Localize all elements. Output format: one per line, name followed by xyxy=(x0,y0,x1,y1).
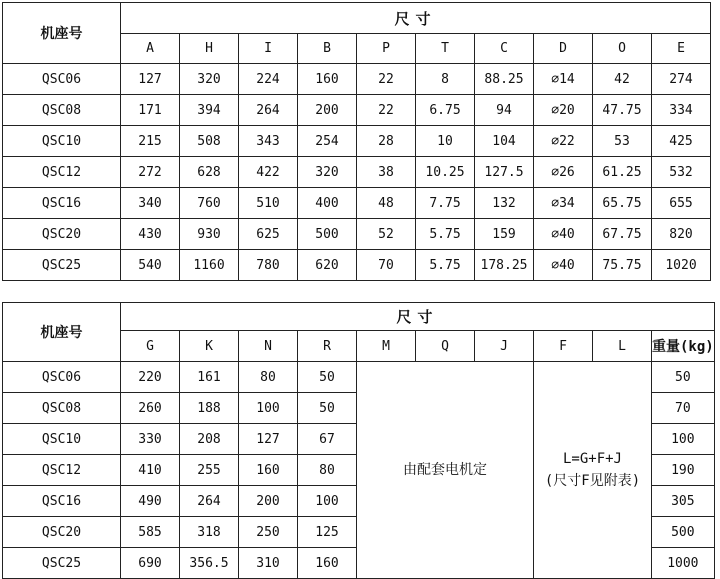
value-cell: 264 xyxy=(180,486,239,517)
value-cell: 620 xyxy=(298,250,357,281)
value-cell: 628 xyxy=(180,157,239,188)
value-cell: 272 xyxy=(121,157,180,188)
value-cell: 200 xyxy=(298,95,357,126)
value-cell: 422 xyxy=(239,157,298,188)
value-cell: 320 xyxy=(180,64,239,95)
value-cell: ⌀26 xyxy=(534,157,593,188)
value-cell: 330 xyxy=(121,424,180,455)
model-cell: QSC12 xyxy=(3,157,121,188)
column-header-2: I xyxy=(239,34,298,64)
value-cell: 160 xyxy=(298,64,357,95)
value-cell: 430 xyxy=(121,219,180,250)
value-cell: 80 xyxy=(298,455,357,486)
model-cell: QSC25 xyxy=(3,250,121,281)
column-header-7: D xyxy=(534,34,593,64)
value-cell: 178.25 xyxy=(475,250,534,281)
column-header-7: F xyxy=(534,331,593,362)
dimension-header: 尺寸 xyxy=(121,303,715,331)
value-cell: 320 xyxy=(298,157,357,188)
model-cell: QSC06 xyxy=(3,362,121,393)
value-cell: 28 xyxy=(357,126,416,157)
value-cell: ⌀20 xyxy=(534,95,593,126)
value-cell: 254 xyxy=(298,126,357,157)
value-cell: 510 xyxy=(239,188,298,219)
value-cell: 104 xyxy=(475,126,534,157)
value-cell: 250 xyxy=(239,517,298,548)
value-cell: 132 xyxy=(475,188,534,219)
weight-cell: 70 xyxy=(652,393,715,424)
value-cell: 48 xyxy=(357,188,416,219)
value-cell: 127.5 xyxy=(475,157,534,188)
mqj-merged-note: 由配套电机定 xyxy=(357,362,534,579)
value-cell: 532 xyxy=(652,157,711,188)
value-cell: 208 xyxy=(180,424,239,455)
value-cell: 188 xyxy=(180,393,239,424)
table-row xyxy=(3,188,711,219)
value-cell: 50 xyxy=(298,362,357,393)
model-cell: QSC10 xyxy=(3,424,121,455)
value-cell: 42 xyxy=(593,64,652,95)
value-cell: 50 xyxy=(298,393,357,424)
table-row xyxy=(3,362,715,393)
value-cell: 70 xyxy=(357,250,416,281)
value-cell: 160 xyxy=(239,455,298,486)
value-cell: 490 xyxy=(121,486,180,517)
column-header-2: N xyxy=(239,331,298,362)
value-cell: 67.75 xyxy=(593,219,652,250)
value-cell: 5.75 xyxy=(416,250,475,281)
value-cell: 334 xyxy=(652,95,711,126)
value-cell: 1160 xyxy=(180,250,239,281)
value-cell: 625 xyxy=(239,219,298,250)
value-cell: 410 xyxy=(121,455,180,486)
value-cell: 540 xyxy=(121,250,180,281)
value-cell: ⌀40 xyxy=(534,219,593,250)
table-row xyxy=(3,95,711,126)
value-cell: 88.25 xyxy=(475,64,534,95)
model-header: 机座号 xyxy=(3,303,121,362)
weight-cell: 1000 xyxy=(652,548,715,579)
weight-cell: 50 xyxy=(652,362,715,393)
column-header-8: L xyxy=(593,331,652,362)
column-header-3: R xyxy=(298,331,357,362)
column-header-5: Q xyxy=(416,331,475,362)
value-cell: 200 xyxy=(239,486,298,517)
value-cell: 255 xyxy=(180,455,239,486)
column-header-9: 重量(kg) xyxy=(652,331,715,362)
value-cell: 508 xyxy=(180,126,239,157)
column-header-1: K xyxy=(180,331,239,362)
value-cell: 310 xyxy=(239,548,298,579)
value-cell: 343 xyxy=(239,126,298,157)
model-cell: QSC12 xyxy=(3,455,121,486)
model-cell: QSC16 xyxy=(3,486,121,517)
value-cell: 780 xyxy=(239,250,298,281)
value-cell: 655 xyxy=(652,188,711,219)
fl-formula: L=G+F+J xyxy=(562,451,622,467)
value-cell: 760 xyxy=(180,188,239,219)
value-cell: 425 xyxy=(652,126,711,157)
dimension-header: 尺寸 xyxy=(121,3,711,34)
model-cell: QSC20 xyxy=(3,517,121,548)
value-cell: 80 xyxy=(239,362,298,393)
value-cell: 394 xyxy=(180,95,239,126)
column-header-4: P xyxy=(357,34,416,64)
model-cell: QSC25 xyxy=(3,548,121,579)
value-cell: 264 xyxy=(239,95,298,126)
value-cell: 215 xyxy=(121,126,180,157)
value-cell: 260 xyxy=(121,393,180,424)
value-cell: 171 xyxy=(121,95,180,126)
value-cell: 8 xyxy=(416,64,475,95)
value-cell: 94 xyxy=(475,95,534,126)
value-cell: 400 xyxy=(298,188,357,219)
value-cell: 1020 xyxy=(652,250,711,281)
model-header: 机座号 xyxy=(3,3,121,64)
column-header-9: E xyxy=(652,34,711,64)
value-cell: 318 xyxy=(180,517,239,548)
fl-note: (尺寸F见附表) xyxy=(544,473,641,489)
column-header-5: T xyxy=(416,34,475,64)
value-cell: 53 xyxy=(593,126,652,157)
column-header-4: M xyxy=(357,331,416,362)
value-cell: 61.25 xyxy=(593,157,652,188)
column-header-0: A xyxy=(121,34,180,64)
model-cell: QSC10 xyxy=(3,126,121,157)
value-cell: 159 xyxy=(475,219,534,250)
column-header-6: J xyxy=(475,331,534,362)
weight-cell: 500 xyxy=(652,517,715,548)
value-cell: ⌀34 xyxy=(534,188,593,219)
value-cell: 100 xyxy=(239,393,298,424)
table-row xyxy=(3,219,711,250)
value-cell: 930 xyxy=(180,219,239,250)
value-cell: 820 xyxy=(652,219,711,250)
value-cell: 7.75 xyxy=(416,188,475,219)
weight-cell: 100 xyxy=(652,424,715,455)
value-cell: 690 xyxy=(121,548,180,579)
value-cell: 500 xyxy=(298,219,357,250)
value-cell: 75.75 xyxy=(593,250,652,281)
table-row xyxy=(3,250,711,281)
value-cell: 65.75 xyxy=(593,188,652,219)
table-row xyxy=(3,157,711,188)
value-cell: 127 xyxy=(121,64,180,95)
model-cell: QSC08 xyxy=(3,95,121,126)
table-row xyxy=(3,64,711,95)
value-cell: 127 xyxy=(239,424,298,455)
value-cell: 5.75 xyxy=(416,219,475,250)
fl-merged-note xyxy=(534,362,652,579)
value-cell: 22 xyxy=(357,64,416,95)
column-header-6: C xyxy=(475,34,534,64)
weight-cell: 305 xyxy=(652,486,715,517)
column-header-1: H xyxy=(180,34,239,64)
value-cell: 52 xyxy=(357,219,416,250)
dimension-table-1 xyxy=(2,2,711,281)
weight-cell: 190 xyxy=(652,455,715,486)
dimension-table-2 xyxy=(2,302,715,579)
value-cell: 274 xyxy=(652,64,711,95)
value-cell: 220 xyxy=(121,362,180,393)
value-cell: 22 xyxy=(357,95,416,126)
model-cell: QSC20 xyxy=(3,219,121,250)
model-cell: QSC08 xyxy=(3,393,121,424)
value-cell: 47.75 xyxy=(593,95,652,126)
value-cell: 356.5 xyxy=(180,548,239,579)
column-header-0: G xyxy=(121,331,180,362)
value-cell: 340 xyxy=(121,188,180,219)
value-cell: 38 xyxy=(357,157,416,188)
value-cell: 6.75 xyxy=(416,95,475,126)
value-cell: 10 xyxy=(416,126,475,157)
column-header-8: O xyxy=(593,34,652,64)
value-cell: 67 xyxy=(298,424,357,455)
value-cell: 585 xyxy=(121,517,180,548)
value-cell: 160 xyxy=(298,548,357,579)
value-cell: ⌀22 xyxy=(534,126,593,157)
value-cell: ⌀14 xyxy=(534,64,593,95)
value-cell: 10.25 xyxy=(416,157,475,188)
value-cell: ⌀40 xyxy=(534,250,593,281)
value-cell: 100 xyxy=(298,486,357,517)
value-cell: 125 xyxy=(298,517,357,548)
value-cell: 224 xyxy=(239,64,298,95)
table-row xyxy=(3,126,711,157)
value-cell: 161 xyxy=(180,362,239,393)
column-header-3: B xyxy=(298,34,357,64)
model-cell: QSC06 xyxy=(3,64,121,95)
model-cell: QSC16 xyxy=(3,188,121,219)
